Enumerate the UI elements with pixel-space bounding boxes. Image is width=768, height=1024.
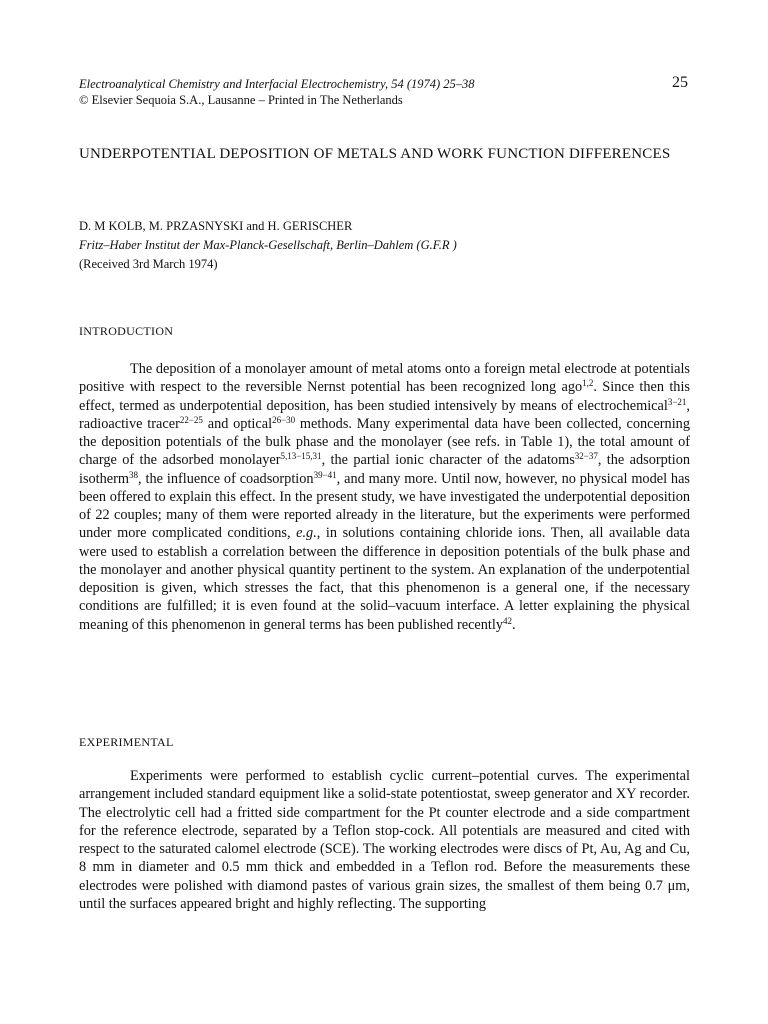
citation-ref: 39−41: [313, 469, 337, 480]
received-date: (Received 3rd March 1974): [79, 257, 218, 271]
citation-ref: 1,2: [582, 378, 594, 389]
article-title: UNDERPOTENTIAL DEPOSITION OF METALS AND WORK FUNCTION DIFFERENCES: [79, 146, 671, 162]
citation-ref: 22−25: [179, 414, 203, 425]
citation-ref: 3−21: [667, 396, 687, 407]
author-list: D. M KOLB, M. PRZASNYSKI and H. GERISCHER: [79, 219, 353, 233]
citation-ref: 26−30: [272, 414, 296, 425]
citation-ref: 38: [129, 469, 139, 480]
journal-citation: Electroanalytical Chemistry and Interfacial Electrochemistry, 54 (1974) 25–38: [79, 77, 475, 91]
author-affiliation: Fritz–Haber Institut der Max-Planck-Gesellschaft, Berlin–Dahlem (G.F.R ): [79, 238, 457, 252]
copyright-notice: © Elsevier Sequoia S.A., Lausanne – Printed in The Netherlands: [79, 93, 403, 107]
experimental-heading: EXPERIMENTAL: [79, 735, 174, 749]
citation-ref: 32−37: [574, 451, 598, 462]
page-number: 25: [672, 74, 688, 91]
citation-ref: 5,13−15,31: [280, 451, 322, 462]
citation-ref: 42: [503, 615, 513, 626]
introduction-heading: INTRODUCTION: [79, 324, 174, 338]
introduction-paragraph: The deposition of a monolayer amount of metal atoms onto a foreign metal electrode at potentials positive with respect to the reversible Nernst potential has been recognized long ago$^{1,2}$. Since then this effect, termed as underpotential deposition, has been studied intensively by means of electrochemical$^{3-21}$, radioactive tracer$^{22-25}$ and optical$^{26-30}$ methods. Many experimental data have been collected, concerning the deposition potentials of the bulk phase and the monolayer (see refs. in Table 1), the total amount of charge of the adsorbed monolayer$^{5,13-15,31}$, the partial ionic character of the adatoms$^{32-37}$, the adsorption isotherm$^{38}$, the influence of coadsorption$^{39-41}$, and many more. Until now, however, no physical model has been offered to explain this effect. In the present study, we have investigated the underpotential deposition of 22 couples; many of them were reported already in the literature, but the experiments were performed under more complicated conditions, e.g., in solutions containing chloride ions. Then, all available data were used to establish a correlation between the difference in deposition potentials of the bulk phase and the monolayer and another physical quantity pertinent to the system. An explanation of the underpotential deposition is given, which stresses the fact, that this phenomenon is a general one, if the necessary conditions are fulfilled; it is even found at the solid–vacuum interface. A letter explaining the physical meaning of this phenomenon in general terms has been published recently$^{42}$.: [79, 361, 691, 633]
experimental-paragraph: Experiments were performed to establish cyclic current–potential curves. The experimental arrangement included standard equipment like a solid-state potentiostat, sweep generator and XY recorder. The electrolytic cell had a fritted side compartment for the Pt counter electrode and a side compartment for the reference electrode, separated by a Teflon stop-cock. All potentials are measured and cited with respect to the saturated calomel electrode (SCE). The working electrodes were discs of Pt, Au, Ag and Cu, 8 mm in diameter and 0.5 mm thick and embedded in a Teflon rod. Before the measurements these electrodes were polished with diamond pastes of various grain sizes, the smallest of them being 0.7 μm, until the surfaces appeared bright and highly reflecting. The supporting: [79, 768, 690, 912]
